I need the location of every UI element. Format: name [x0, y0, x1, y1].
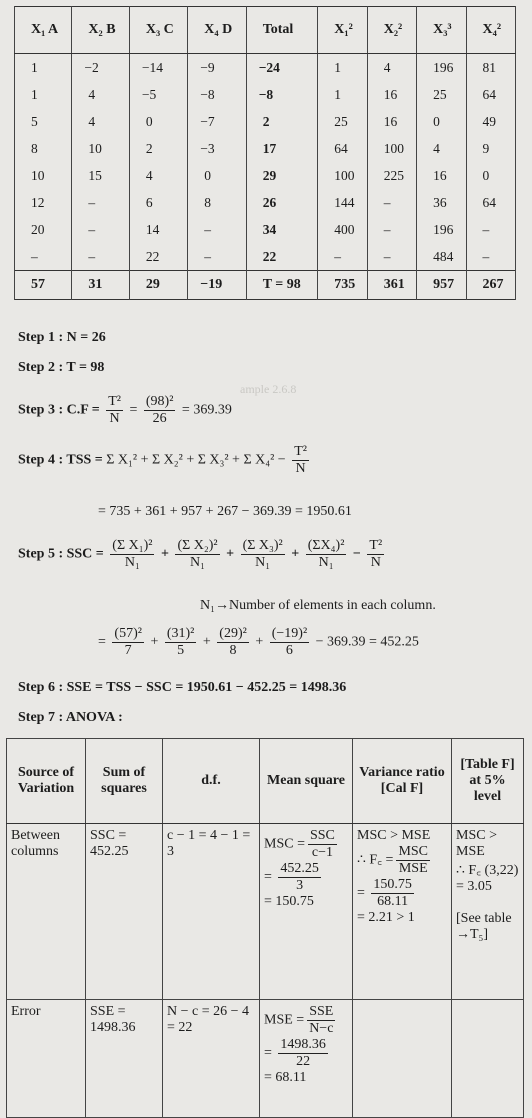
- step-6: Step 6 : SSE = TSS − SSC = 1950.61 − 452.25 = 1498.36: [18, 680, 347, 695]
- frac-num: 1498.36: [280, 1037, 326, 1052]
- anova-header: Source of Variation: [7, 739, 86, 824]
- df-cell: c − 1 = 4 − 1 = 3: [163, 824, 260, 1000]
- table-cell: −8: [188, 81, 246, 108]
- tablef-cell: [452, 824, 524, 1000]
- table-cell: 4: [367, 54, 416, 82]
- table-cell: –: [367, 189, 416, 216]
- table-cell: 15: [72, 162, 129, 189]
- frac-num: 150.75: [373, 877, 412, 892]
- ssc-result: − 369.39 = 452.25: [315, 634, 419, 650]
- total-cell: 957: [417, 271, 466, 300]
- anova-header: d.f.: [163, 739, 260, 824]
- frac-den: N: [295, 461, 306, 476]
- table-cell: 25: [318, 108, 367, 135]
- ssc-term-3: [241, 538, 285, 571]
- table-cell: 1: [15, 54, 72, 82]
- table-cell: 1: [15, 81, 72, 108]
- table-cell: 4: [129, 162, 187, 189]
- table-cell: −8: [246, 81, 318, 108]
- table-cell: 10: [72, 135, 129, 162]
- step-1: Step 1 : N = 26: [18, 330, 106, 345]
- table-cell: −2: [72, 54, 129, 82]
- table-header: X₁ A: [15, 7, 72, 54]
- frac-den: 6: [285, 643, 293, 658]
- table-cell: 0: [466, 162, 515, 189]
- anova-row-between: [7, 824, 524, 1000]
- anova-header: [Table F] at 5% level: [452, 739, 524, 824]
- table-cell: −7: [188, 108, 246, 135]
- ssc-computation: = $\frac{\text{(57)²}}{7}$ + $\frac{\text{(31)²}}{5}$ + $\frac{\text{(29)²}}{8}$ + $\frac{\text{(−19)²}}{6}$ − 369.39 = 452.25: [98, 626, 419, 658]
- step-4-label: Step 4 : TSS =: [18, 452, 103, 468]
- anova-header: Variance ratio [Cal F]: [353, 739, 452, 824]
- frac-num: SSC: [309, 828, 335, 843]
- frac-num: (Σ X₂)²: [177, 538, 218, 553]
- table-header: X₃³: [417, 7, 466, 54]
- table-cell: −14: [129, 54, 187, 82]
- frac-num: (−19)²: [271, 626, 308, 641]
- ms-label: MSE =: [264, 1012, 305, 1028]
- tf-compare: MSC > MSE: [456, 828, 497, 859]
- table-header-row: [15, 7, 516, 54]
- table-row: [15, 189, 516, 216]
- df-cell: N − c = 26 − 4 = 22: [163, 1000, 260, 1118]
- table-cell: 484: [417, 243, 466, 271]
- tsq-over-n: [367, 538, 384, 571]
- frac-den: 7: [124, 643, 132, 658]
- frac-den: c−1: [311, 845, 333, 860]
- frac-den: N: [109, 411, 120, 426]
- table-cell: 5: [15, 108, 72, 135]
- frac-den: N₁: [190, 555, 206, 570]
- frac-num: T²: [294, 444, 307, 459]
- total-cell: 361: [367, 271, 416, 300]
- ss-cell: SSC = 452.25: [86, 824, 163, 1000]
- table-cell: 2: [129, 135, 187, 162]
- table-row: [15, 108, 516, 135]
- step-7: Step 7 : ANOVA :: [18, 710, 123, 725]
- ssc-term-2: [175, 538, 219, 571]
- step-3: Step 3 : C.F = $\frac{\text{T²}}{N}$ = $\frac{\text{(98)²}}{26}$ = 369.39: [18, 394, 232, 426]
- table-cell: –: [367, 243, 416, 271]
- ss-cell: SSE = 1498.36: [86, 1000, 163, 1118]
- table-cell: 34: [246, 216, 318, 243]
- table-cell: –: [466, 216, 515, 243]
- table-cell: 400: [318, 216, 367, 243]
- total-cell: −19: [188, 271, 246, 300]
- vr-label: ∴ F꜀ =: [357, 852, 394, 868]
- tsq-over-n: [292, 444, 309, 477]
- ssc-term-1: [110, 538, 154, 571]
- table-cell: 64: [318, 135, 367, 162]
- table-cell: –: [188, 216, 246, 243]
- ssc-val-1: [112, 626, 144, 659]
- anova-row-error: [7, 1000, 524, 1118]
- table-row: [15, 162, 516, 189]
- frac-num: T²: [108, 394, 121, 409]
- step-2: Step 2 : T = 98: [18, 360, 105, 375]
- table-cell: −9: [188, 54, 246, 82]
- table-cell: 100: [318, 162, 367, 189]
- table-cell: –: [466, 243, 515, 271]
- table-cell: 196: [417, 54, 466, 82]
- ms-values: [278, 861, 321, 894]
- table-cell: 12: [15, 189, 72, 216]
- ms-cell: MSE = $\frac{\text{SSE}}{N-c}$ = $\frac{1498.36}{22}$ = 68.11: [260, 1000, 353, 1118]
- ms-cell: MSC = $\frac{\text{SSC}}{c-1}$ = $\frac{452.25}{3}$ = 150.75: [260, 824, 353, 1000]
- frac-num: (31)²: [166, 626, 195, 641]
- table-row: [15, 243, 516, 271]
- table-cell: –: [367, 216, 416, 243]
- total-cell: 735: [318, 271, 367, 300]
- step-5: Step 5 : SSC = $\frac{\text{(Σ X₁)²}}{\text{N₁}}$ + $\frac{\text{(Σ X₂)²}}{\text{N₁}}$ + $\frac{\text{(Σ X₃)²}}{\text{N₁}}$ + $\frac{\text{(ΣX₄)²}}{\text{N₁}}$ − $\frac{\text{T²}}{N}$: [18, 538, 383, 570]
- table-header: Total: [246, 7, 318, 54]
- bleed-text: ample 2.6.8: [240, 382, 297, 396]
- table-cell: 9: [466, 135, 515, 162]
- frac-den: N₁: [318, 555, 334, 570]
- table-cell: 8: [188, 189, 246, 216]
- table-cell: 49: [466, 108, 515, 135]
- frac-den: N−c: [309, 1021, 334, 1036]
- table-cell: 16: [367, 108, 416, 135]
- source-cell: Between columns: [7, 824, 86, 1000]
- table-cell: 4: [72, 81, 129, 108]
- table-cell: 100: [367, 135, 416, 162]
- table-header: X₁²: [318, 7, 367, 54]
- table-cell: 1: [318, 54, 367, 82]
- table-cell: 1: [318, 81, 367, 108]
- frac-den: MSE: [398, 861, 428, 876]
- tf-value: = 3.05: [456, 879, 492, 894]
- frac-num: (29)²: [219, 626, 247, 641]
- frac-den: 8: [229, 643, 237, 658]
- table-cell: –: [72, 243, 129, 271]
- table-cell: 22: [129, 243, 187, 271]
- frac-den: 3: [296, 878, 304, 893]
- table-header: X₃ C: [129, 7, 187, 54]
- frac-num: (98)²: [145, 394, 174, 409]
- ssc-val-2: [165, 626, 197, 659]
- ms-formula: [307, 1004, 335, 1037]
- table-cell: 144: [318, 189, 367, 216]
- table-cell: 10: [15, 162, 72, 189]
- step-4: [18, 444, 312, 477]
- anova-table: [6, 738, 524, 1118]
- step-3-label: Step 3 : C.F =: [18, 402, 100, 418]
- table-cell: –: [72, 189, 129, 216]
- frac-den: N₁: [255, 555, 271, 570]
- total-cell: 267: [466, 271, 515, 300]
- table-cell: 225: [367, 162, 416, 189]
- frac-num: (ΣX₄)²: [307, 538, 345, 553]
- table-row: [15, 54, 516, 82]
- table-cell: 16: [417, 162, 466, 189]
- table-cell: 26: [246, 189, 318, 216]
- table-cell: 8: [15, 135, 72, 162]
- table-cell: −24: [246, 54, 318, 82]
- vr-value: = 2.21 > 1: [357, 910, 415, 925]
- anova-header: Sum of squares: [86, 739, 163, 824]
- table-header: X₂²: [367, 7, 416, 54]
- data-table: [14, 6, 516, 300]
- total-cell: 57: [15, 271, 72, 300]
- ms-formula: [308, 828, 337, 861]
- table-cell: 14: [129, 216, 187, 243]
- table-cell: –: [72, 216, 129, 243]
- table-cell: 0: [129, 108, 187, 135]
- table-cell: −5: [129, 81, 187, 108]
- frac-num: (57)²: [114, 626, 142, 641]
- vr-cell: [353, 1000, 452, 1118]
- frac-num: T²: [369, 538, 383, 553]
- table-cell: 29: [246, 162, 318, 189]
- table-row: [15, 135, 516, 162]
- table-cell: –: [15, 243, 72, 271]
- table-header: X₄ D: [188, 7, 246, 54]
- ms-values: [278, 1037, 328, 1070]
- anova-header: Mean square: [260, 739, 353, 824]
- table-cell: 64: [466, 189, 515, 216]
- anova-header-row: [7, 739, 524, 824]
- cf-fraction: [144, 394, 176, 427]
- table-cell: 0: [188, 162, 246, 189]
- tsq-over-n: [106, 394, 123, 427]
- source-cell: Error: [7, 1000, 86, 1118]
- table-cell: 6: [129, 189, 187, 216]
- table-header: X₂ B: [72, 7, 129, 54]
- table-cell: −3: [188, 135, 246, 162]
- table-cell: 4: [417, 135, 466, 162]
- ms-label: MSC =: [264, 836, 305, 852]
- vr-values: [371, 877, 414, 910]
- frac-den: 26: [152, 411, 167, 426]
- table-cell: 2: [246, 108, 318, 135]
- step-5-label: Step 5 : SSC =: [18, 546, 104, 562]
- tablef-cell: [452, 1000, 524, 1118]
- table-row: [15, 81, 516, 108]
- frac-num: (Σ X₃)²: [242, 538, 283, 553]
- cf-result: = 369.39: [181, 402, 232, 418]
- table-cell: 0: [417, 108, 466, 135]
- frac-den: 5: [177, 643, 185, 658]
- table-cell: 16: [367, 81, 416, 108]
- ssc-term-4: [306, 538, 347, 571]
- total-cell: 29: [129, 271, 187, 300]
- tss-expr: Σ X₁² + Σ X₂² + Σ X₃² + Σ X₄² −: [106, 452, 286, 468]
- ssc-val-3: [217, 626, 249, 659]
- tf-label: ∴ F꜀ (3,22): [456, 863, 519, 878]
- frac-num: SSE: [307, 1004, 335, 1021]
- table-header: X₄²: [466, 7, 515, 54]
- table-cell: 4: [72, 108, 129, 135]
- tss-result: = 735 + 361 + 957 + 267 − 369.39 = 1950.61: [98, 504, 352, 519]
- frac-num: (Σ X₁)²: [112, 538, 153, 553]
- vr-cell: MSC > MSE ∴ F꜀ = $\frac{\text{MSC}}{\text{MSE}}$ = $\frac{150.75}{68.11}$ = 2.21 > 1: [353, 824, 452, 1000]
- total-cell: T = 98: [246, 271, 318, 300]
- table-cell: 17: [246, 135, 318, 162]
- table-cell: 36: [417, 189, 466, 216]
- table-cell: –: [188, 243, 246, 271]
- table-cell: 196: [417, 216, 466, 243]
- ssc-val-4: [270, 626, 309, 659]
- total-cell: 31: [72, 271, 129, 300]
- table-cell: –: [318, 243, 367, 271]
- ssc-note: N₁→Number of elements in each column.: [200, 598, 436, 613]
- tf-reference: [See table →T₅]: [456, 911, 512, 942]
- frac-den: 22: [296, 1054, 311, 1069]
- table-cell: 81: [466, 54, 515, 82]
- table-cell: 22: [246, 243, 318, 271]
- vr-compare: MSC > MSE: [357, 828, 431, 843]
- frac-num: 452.25: [280, 861, 319, 876]
- table-row: [15, 216, 516, 243]
- frac-den: N₁: [124, 555, 140, 570]
- frac-den: 68.11: [377, 894, 409, 909]
- table-total-row: [15, 271, 516, 300]
- vr-formula: [396, 844, 430, 877]
- table-cell: 20: [15, 216, 72, 243]
- table-cell: 64: [466, 81, 515, 108]
- table-cell: 25: [417, 81, 466, 108]
- frac-num: MSC: [398, 844, 429, 859]
- ms-value: = 150.75: [264, 894, 314, 909]
- ms-value: = 68.11: [264, 1070, 307, 1085]
- frac-den: N: [370, 555, 381, 570]
